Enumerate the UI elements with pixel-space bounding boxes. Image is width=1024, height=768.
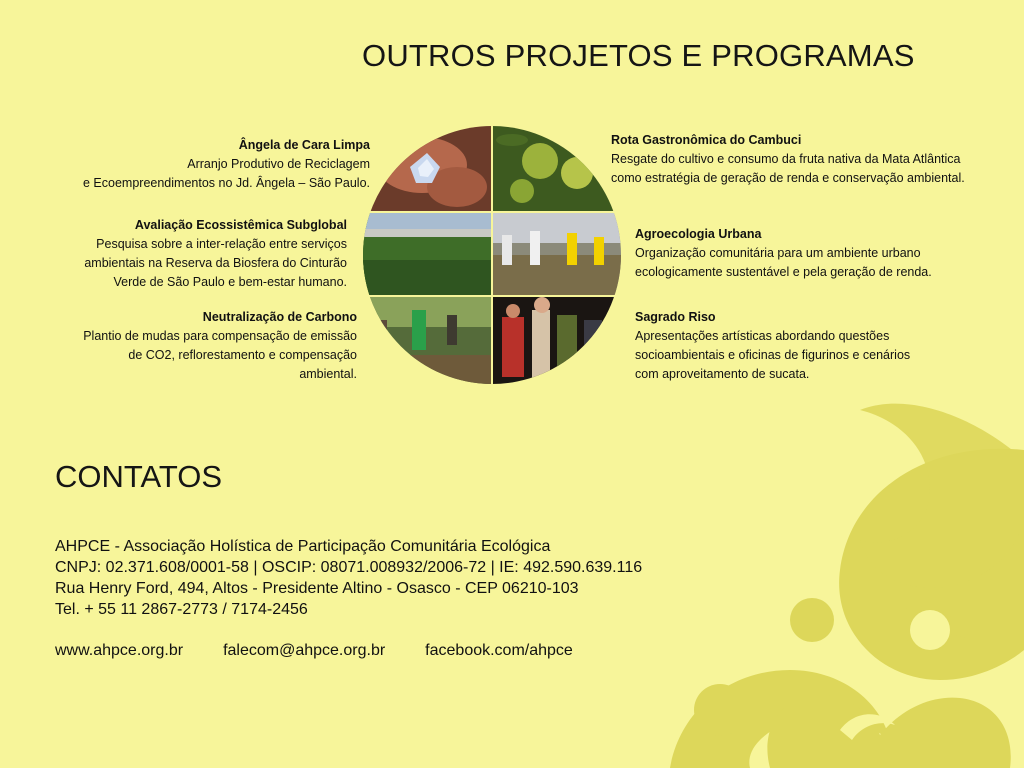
org-ids: CNPJ: 02.371.608/0001-58 | OSCIP: 08071.008932/2006-72 | IE: 492.590.639.116 [55, 559, 643, 576]
website-link[interactable]: www.ahpce.org.br [55, 642, 184, 659]
photo-collage-circle [362, 125, 622, 385]
photo-theater-performance [493, 297, 622, 385]
project-desc-line: Plantio de mudas para compensação de emissão [83, 329, 357, 343]
project-neutralizacao-de-carbono [30, 308, 357, 384]
contacts-section [55, 458, 775, 661]
photo-cambuci-fruits [493, 125, 622, 211]
photo-tree-planting [362, 297, 491, 385]
photo-paper-flower [362, 125, 491, 211]
project-desc-line: Arranjo Produtivo de Reciclagem [187, 157, 370, 171]
project-title: Ângela de Cara Limpa [238, 138, 370, 152]
photo-urban-garden [493, 213, 622, 295]
project-agroecologia-urbana [635, 225, 1015, 282]
project-desc-line: Resgate do cultivo e consumo da fruta nativa da Mata Atlântica [611, 152, 961, 166]
project-desc-line: como estratégia de geração de renda e conservação ambiental. [611, 171, 965, 185]
project-desc-line: ambiental. [299, 367, 357, 381]
project-title: Rota Gastronômica do Cambuci [611, 133, 802, 147]
project-desc-line: Organização comunitária para um ambiente urbano [635, 246, 921, 260]
project-desc-line: socioambientais e oficinas de figurinos e cenários [635, 348, 911, 362]
org-address: Rua Henry Ford, 494, Altos - Presidente Altino - Osasco - CEP 06210-103 [55, 580, 579, 597]
project-sagrado-riso [635, 308, 1015, 384]
facebook-link[interactable]: facebook.com/ahpce [425, 642, 573, 659]
email-link[interactable]: falecom@ahpce.org.br [223, 642, 386, 659]
org-phone: Tel. + 55 11 2867-2773 / 7174-2456 [55, 601, 308, 618]
project-title: Agroecologia Urbana [635, 227, 762, 241]
project-desc-line: Verde de São Paulo e bem-estar humano. [113, 275, 347, 289]
project-desc-line: Apresentações artísticas abordando questões [635, 329, 890, 343]
project-avaliacao-ecossistemica [30, 216, 347, 292]
org-name: AHPCE - Associação Holística de Participação Comunitária Ecológica [55, 538, 551, 555]
project-desc-line: Pesquisa sobre a inter-relação entre serviços [96, 237, 347, 251]
project-desc-line: com aproveitamento de sucata. [635, 367, 810, 381]
project-title: Avaliação Ecossistêmica Subglobal [134, 218, 347, 232]
contacts-heading: CONTATOS [55, 459, 223, 494]
project-desc-line: de CO2, reflorestamento e compensação [128, 348, 357, 362]
project-angela-de-cara-limpa [40, 136, 370, 193]
photo-city-forest [362, 213, 491, 295]
contact-links [55, 640, 775, 661]
project-rota-gastronomica [611, 131, 1021, 188]
page-title: OUTROS PROJETOS E PROGRAMAS [362, 38, 915, 73]
project-desc-line: ecologicamente sustentável e pela geração de renda. [635, 265, 932, 279]
project-desc-line: e Ecoempreendimentos no Jd. Ângela – São Paulo. [83, 176, 370, 190]
project-desc-line: ambientais na Reserva da Biosfera do Cinturão [84, 256, 347, 270]
project-title: Neutralização de Carbono [202, 310, 357, 324]
project-title: Sagrado Riso [635, 310, 716, 324]
